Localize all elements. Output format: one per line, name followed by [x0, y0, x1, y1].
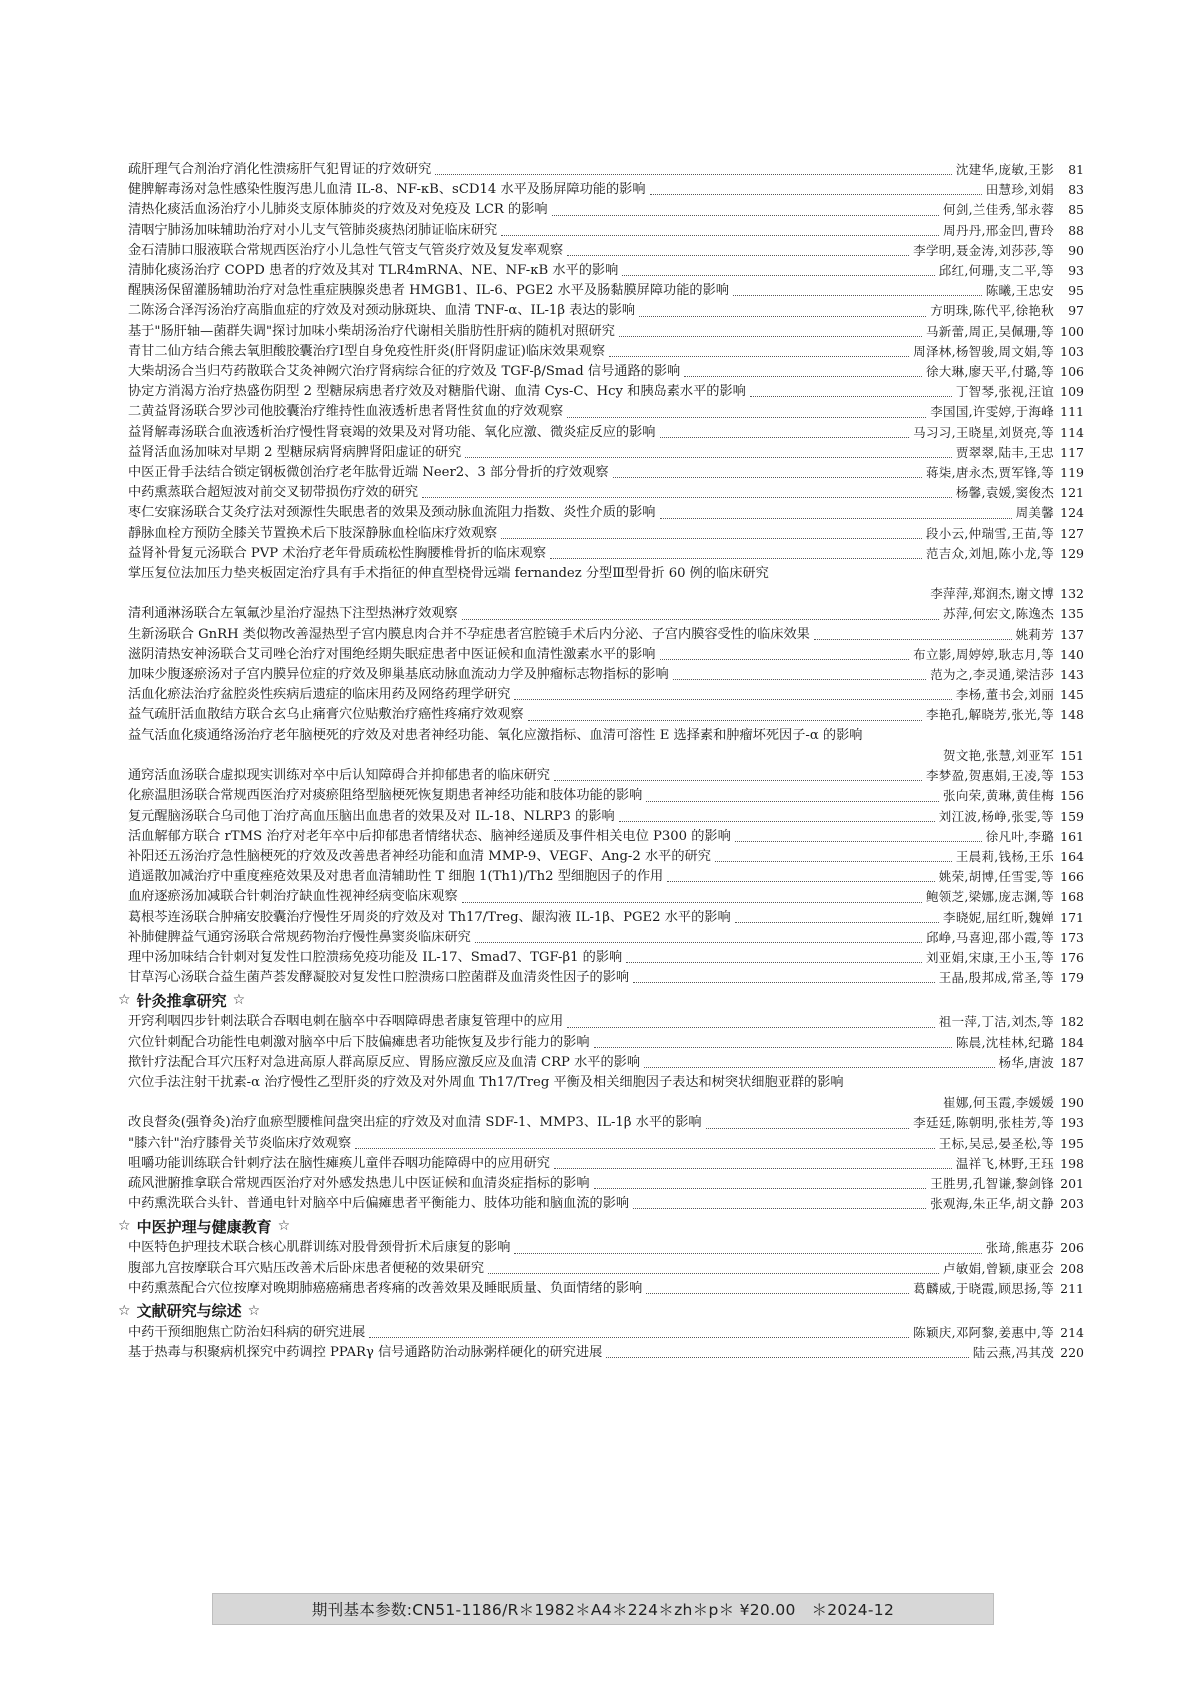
entry-title: 中医特色护理技术联合核心肌群训练对股骨颈骨折术后康复的影响 — [128, 1240, 511, 1256]
leader-dots — [622, 274, 935, 276]
entry-authors: 王晶,殷邦成,常圣,等 — [938, 970, 1054, 986]
toc-entry[interactable] — [128, 625, 1084, 645]
entry-page: 121 — [1060, 485, 1084, 501]
toc-entry[interactable] — [128, 705, 1084, 725]
leader-dots — [514, 1252, 981, 1254]
entry-title: 靜脉血栓方预防全膝关节置换术后下肢深静脉血栓临床疗效观察 — [128, 525, 498, 541]
entry-title: 血府逐瘀汤加减联合针刺治疗缺血性视神经病变临床观察 — [128, 889, 458, 905]
entry-title: 中药熏蒸联合超短波对前交叉韧带损伤疗效的研究 — [128, 485, 419, 501]
leader-dots — [706, 1127, 910, 1129]
star-icon: ☆ — [118, 1302, 131, 1319]
toc-entry[interactable] — [128, 928, 1084, 948]
entry-title: 清咽宁肺汤加味辅助治疗对小儿支气管肺炎痰热闭肺证临床研究 — [128, 222, 498, 238]
toc-entry[interactable] — [128, 1154, 1084, 1174]
leader-dots — [514, 698, 951, 700]
entry-title: 活血化瘀法治疗盆腔炎性疾病后遗症的临床用药及网络药理学研究 — [128, 687, 511, 703]
leader-dots — [644, 1066, 994, 1068]
entry-authors: 张琦,熊惠芬 — [985, 1240, 1054, 1256]
toc-entry[interactable] — [128, 402, 1084, 422]
entry-authors: 李学明,聂金涛,刘莎莎,等 — [913, 242, 1054, 258]
entry-title: 逍遥散加减治疗中重度痤疮效果及对患者血清辅助性 T 细胞 1(Th1)/Th2 型细胞因子的作用 — [128, 869, 664, 885]
entry-authors: 李国国,许雯婷,于海峰 — [930, 404, 1054, 420]
entry-page: 171 — [1060, 909, 1084, 925]
entry-title: 益气活血化痰通络汤治疗老年脑梗死的疗效及对患者神经功能、氧化应激指标、血清可溶性 E 选择素和肿瘤坏死因子-α 的影响 — [128, 727, 863, 743]
entry-page: 159 — [1060, 808, 1084, 824]
entry-page: 193 — [1060, 1115, 1084, 1131]
entry-title: 清利通淋汤联合左氧氟沙星治疗湿热下注型热淋疗效观察 — [128, 606, 458, 622]
leader-dots — [646, 800, 939, 802]
leader-dots — [673, 678, 927, 680]
entry-page: 83 — [1068, 182, 1084, 198]
entry-title: 腹部九宫按摩联合耳穴贴压改善术后卧床患者便秘的效果研究 — [128, 1260, 485, 1276]
star-icon: ☆ — [232, 992, 246, 1009]
toc-entry[interactable] — [128, 180, 1084, 200]
toc-entry[interactable] — [128, 322, 1084, 342]
entry-page: 145 — [1060, 687, 1084, 703]
entry-page: 135 — [1060, 606, 1084, 622]
entry-page: 88 — [1068, 222, 1084, 238]
entry-page: 93 — [1068, 263, 1084, 279]
leader-dots — [735, 840, 982, 842]
entry-authors: 陈曦,王忠安 — [985, 283, 1054, 299]
entry-authors: 徐大琳,廖天平,付璐,等 — [925, 364, 1054, 380]
leader-dots — [528, 719, 922, 721]
toc-entry[interactable] — [128, 1259, 1084, 1279]
entry-page: 164 — [1060, 848, 1084, 864]
entry-title: 疏风泄腑推拿联合常规西医治疗对外感发热患儿中医证候和血清炎症指标的影响 — [128, 1175, 590, 1191]
entry-authors: 李晓妮,屈红昕,魏婵 — [943, 909, 1054, 925]
entry-authors: 李杨,董书会,刘丽 — [955, 687, 1054, 703]
leader-dots — [735, 921, 939, 923]
leader-dots — [465, 456, 952, 458]
entry-title: 大柴胡汤合当归芍药散联合艾灸神阙穴治疗肾病综合征的疗效及 TGF-β/Smad 信号通路的影响 — [128, 364, 681, 380]
leader-dots — [660, 517, 1012, 519]
entry-authors: 陈晨,沈桂林,纪璐 — [955, 1034, 1054, 1050]
section-title: 针灸推拿研究 — [136, 991, 227, 1010]
entry-page: 114 — [1060, 424, 1084, 440]
entry-title: 理中汤加味结合针刺对复发性口腔溃疡免疫功能及 IL-17、Smad7、TGF-β1 的影响 — [128, 949, 623, 965]
entry-page: 206 — [1060, 1240, 1084, 1256]
entry-authors: 刘亚娟,宋康,王小玉,等 — [925, 949, 1054, 965]
entry-authors: 马新蕾,周正,吴佩珊,等 — [925, 323, 1054, 339]
entry-authors: 祖一萍,丁洁,刘杰,等 — [938, 1014, 1054, 1030]
journal-parameters-banner: 期刊基本参数:CN51-1186/R＊1982＊A4＊224＊zh＊p＊ ¥20.00 ＊2024-12 — [212, 1593, 994, 1625]
leader-dots — [639, 315, 926, 317]
entry-page: 187 — [1060, 1054, 1084, 1070]
toc-entry[interactable] — [128, 604, 1084, 624]
entry-page: 190 — [1060, 1095, 1084, 1111]
entry-authors: 周泽林,杨智骏,周文娟,等 — [913, 343, 1054, 359]
entry-page: 85 — [1068, 202, 1084, 218]
entry-title: 青甘二仙方结合熊去氧胆酸胶囊治疗Ⅰ型自身免疫性肝炎(肝肾阴虚证)临床效果观察 — [128, 343, 606, 359]
entry-page: 156 — [1060, 788, 1084, 804]
entry-page: 132 — [1060, 586, 1084, 602]
leader-dots — [715, 860, 952, 862]
entry-page: 176 — [1060, 949, 1084, 965]
leader-dots — [660, 658, 910, 660]
leader-dots — [650, 193, 982, 195]
entry-title: 中药熏蒸配合穴位按摩对晚期肺癌癌痛患者疼痛的改善效果及睡眠质量、负面情绪的影响 — [128, 1280, 643, 1296]
entry-title: 生新汤联合 GnRH 类似物改善湿热型子宫内膜息肉合并不孕症患者宫腔镜手术后内分泌、子宫内膜容受性的临床效果 — [128, 626, 810, 642]
star-icon: ☆ — [277, 1218, 291, 1235]
entry-authors: 卢敏娟,曾颖,康亚会 — [943, 1260, 1054, 1276]
entry-authors: 马习习,王晓星,刘贤亮,等 — [913, 424, 1054, 440]
entry-authors: 布立影,周婷婷,耿志月,等 — [913, 646, 1054, 662]
entry-title: 金石清肺口服液联合常规西医治疗小儿急性气管支气管炎疗效及复发率观察 — [128, 242, 564, 258]
entry-title: 中药熏洗联合头针、普通电针对脑卒中后偏瘫患者平衡能力、肢体功能和脑血流的影响 — [128, 1196, 630, 1212]
entry-title: 滋阴清热安神汤联合艾司唑仑治疗对围绝经期失眠症患者中医证候和血清性激素水平的影响 — [128, 646, 656, 662]
entry-authors: 杨馨,袁媛,窦俊杰 — [955, 485, 1054, 501]
toc-entry[interactable] — [128, 645, 1084, 665]
entry-title: 甘草泻心汤联合益生菌芦荟发酵凝胶对复发性口腔溃疡口腔菌群及血清炎性因子的影响 — [128, 970, 630, 986]
entry-title: "膝六针"治疗膝骨关节炎临床疗效观察 — [128, 1135, 352, 1151]
toc-entry[interactable] — [128, 382, 1084, 402]
entry-page: 208 — [1060, 1260, 1084, 1276]
entry-page: 97 — [1068, 303, 1084, 319]
entry-authors: 邱红,何珊,支二平,等 — [938, 263, 1054, 279]
entry-authors: 沈建华,庞敏,王影 — [955, 162, 1054, 177]
toc-entry[interactable] — [128, 887, 1084, 907]
leader-dots — [567, 1026, 935, 1028]
entry-title: 改良督灸(强脊灸)治疗血瘀型腰椎间盘突出症的疗效及对血清 SDF-1、MMP3、IL-1β 水平的影响 — [128, 1115, 702, 1131]
entry-authors: 李廷廷,陈朝明,张桂芳,等 — [913, 1115, 1054, 1131]
entry-title: 复元醒脑汤联合乌司他丁治疗高血压脑出血患者的效果及对 IL-18、NLRP3 的影响 — [128, 808, 615, 824]
entry-authors: 方明珠,陈代平,徐艳秋 — [930, 303, 1054, 319]
entry-page: 173 — [1060, 929, 1084, 945]
toc-entry[interactable] — [128, 241, 1084, 261]
entry-authors: 周丹丹,邢金凹,曹玲 — [943, 222, 1054, 238]
toc-entry[interactable] — [128, 463, 1084, 483]
entry-title: 清热化痰活血汤治疗小儿肺炎支原体肺炎的疗效及对免疫及 LCR 的影响 — [128, 202, 548, 218]
toc-entry[interactable] — [128, 665, 1084, 685]
leader-dots — [554, 779, 922, 781]
toc-entry[interactable] — [128, 1174, 1084, 1194]
leader-dots — [609, 355, 909, 357]
entry-title: 揿针疗法配合耳穴压籽对急进高原人群高原反应、胃肠应激反应及血清 CRP 水平的影响 — [128, 1054, 641, 1070]
entry-title: 补肺健脾益气通窍汤联合常规药物治疗慢性鼻窦炎临床研究 — [128, 929, 471, 945]
entry-title: 益肾解毒汤联合血液透析治疗慢性肾衰竭的效果及对肾功能、氧化应激、微炎症反应的影响 — [128, 424, 656, 440]
entry-title: 咀嚼功能训练联合针刺疗法在脑性瘫痪儿童伴吞咽功能障碍中的应用研究 — [128, 1155, 550, 1171]
entry-authors: 陆云燕,冯其茂 — [972, 1345, 1054, 1361]
leader-dots — [633, 981, 935, 983]
leader-dots — [462, 901, 922, 903]
toc-entry[interactable] — [128, 503, 1084, 523]
toc-entry[interactable] — [128, 807, 1084, 827]
entry-page: 201 — [1060, 1175, 1084, 1191]
toc-entry[interactable] — [128, 261, 1084, 281]
entry-page: 203 — [1060, 1196, 1084, 1212]
leader-dots — [626, 961, 922, 963]
leader-dots — [613, 476, 922, 478]
section-heading-acupuncture — [112, 988, 1084, 1012]
leader-dots — [501, 537, 922, 539]
table-of-contents — [118, 160, 1084, 1363]
leader-dots — [475, 941, 922, 943]
entry-page: 198 — [1060, 1155, 1084, 1171]
entry-authors: 周美馨 — [1015, 505, 1054, 521]
entry-authors: 邱峥,马喜迎,邵小霞,等 — [925, 929, 1054, 945]
toc-entry[interactable] — [128, 1279, 1084, 1299]
entry-authors: 田慧珍,刘娟 — [985, 182, 1054, 198]
leader-dots — [660, 436, 910, 438]
entry-authors: 崔娜,何玉霞,李媛媛 — [943, 1095, 1054, 1111]
entry-authors: 范吉众,刘旭,陈小龙,等 — [925, 545, 1054, 561]
entry-title: 穴位针刺配合功能性电刺激对脑卒中后下肢偏瘫患者功能恢复及步行能力的影响 — [128, 1034, 590, 1050]
leader-dots — [435, 173, 952, 175]
leader-dots — [369, 1336, 909, 1338]
toc-entry[interactable] — [128, 948, 1084, 968]
entry-authors: 葛麟威,于晓霞,顾思扬,等 — [913, 1280, 1054, 1296]
leader-dots — [633, 1207, 926, 1209]
toc-entry[interactable] — [128, 968, 1084, 988]
entry-page: 195 — [1060, 1135, 1084, 1151]
entry-page: 151 — [1060, 747, 1084, 763]
entry-authors: 张向荣,黄琳,黄佳梅 — [943, 788, 1054, 804]
entry-authors: 贾翠翠,陆丰,王忠 — [955, 444, 1054, 460]
entry-authors: 张观海,朱正华,胡文静 — [930, 1196, 1054, 1212]
entry-page: 168 — [1060, 889, 1084, 905]
leader-dots — [594, 1187, 927, 1189]
entry-page: 143 — [1060, 667, 1084, 683]
entry-page: 109 — [1060, 384, 1084, 400]
toc-entry[interactable] — [128, 544, 1084, 564]
toc-entry[interactable] — [128, 1238, 1084, 1258]
entry-title: 二陈汤合泽泻汤治疗高脂血症的疗效及对颈动脉斑块、血清 TNF-α、IL-1β 表达的影响 — [128, 303, 636, 319]
toc-entry[interactable] — [128, 281, 1084, 301]
leader-dots — [550, 557, 922, 559]
star-icon: ☆ — [118, 992, 131, 1009]
toc-entry[interactable] — [128, 1033, 1084, 1053]
toc-entry[interactable] — [128, 1343, 1084, 1363]
section-heading-nursing — [112, 1214, 1084, 1238]
entry-page: 117 — [1060, 444, 1084, 460]
star-icon: ☆ — [247, 1302, 261, 1319]
entry-title: 穴位手法注射干扰素-α 治疗慢性乙型肝炎的疗效及对外周血 Th17/Treg 平衡及相关细胞因子表达和树突状细胞亚群的影响 — [128, 1074, 844, 1090]
toc-entry[interactable] — [128, 160, 1084, 180]
entry-page: 140 — [1060, 646, 1084, 662]
entry-title: 疏肝理气合剂治疗消化性溃疡肝气犯胃证的疗效研究 — [128, 162, 432, 177]
toc-entry[interactable] — [128, 827, 1084, 847]
entry-page: 111 — [1060, 404, 1084, 420]
leader-dots — [554, 1167, 952, 1169]
leader-dots — [422, 496, 952, 498]
entry-authors: 王胜男,孔智谦,黎剑锋 — [930, 1175, 1054, 1191]
entry-title: 清肺化痰汤治疗 COPD 患者的疗效及其对 TLR4mRNA、NE、NF-κB 水平的影响 — [128, 263, 619, 279]
entry-title: 益肾补骨复元汤联合 PVP 术治疗老年骨质疏松性胸腰椎骨折的临床观察 — [128, 545, 547, 561]
entry-title: 通窍活血汤联合虚拟现实训练对卒中后认知障碍合并抑郁患者的临床研究 — [128, 768, 550, 784]
toc-entry[interactable] — [128, 1134, 1084, 1154]
entry-authors: 段小云,仲瑞雪,王苗,等 — [925, 525, 1054, 541]
toc-entry[interactable] — [128, 564, 1084, 604]
toc-entry[interactable] — [128, 362, 1084, 382]
leader-dots — [355, 1147, 935, 1149]
entry-page: 184 — [1060, 1034, 1084, 1050]
leader-dots — [619, 335, 922, 337]
toc-entry[interactable] — [128, 766, 1084, 786]
entry-title: 健脾解毒汤对急性感染性腹泻患儿血清 IL-8、NF-κB、sCD14 水平及肠屏障功能的影响 — [128, 182, 646, 198]
leader-dots — [567, 254, 909, 256]
toc-entry[interactable] — [128, 1194, 1084, 1214]
entry-title: 二黄益肾汤联合罗沙司他胶囊治疗维持性血液透析患者肾性贫血的疗效观察 — [128, 404, 564, 420]
leader-dots — [606, 1356, 969, 1358]
toc-entry[interactable] — [128, 847, 1084, 867]
entry-page: 90 — [1068, 242, 1084, 258]
entry-title: 基于热毒与积聚病机探究中药调控 PPARγ 信号通路防治动脉粥样硬化的研究进展 — [128, 1345, 603, 1361]
entry-authors: 何剑,兰佳秀,邹永蓉 — [943, 202, 1054, 218]
entry-page: 103 — [1060, 343, 1084, 359]
entry-authors: 徐凡叶,李璐 — [985, 828, 1054, 844]
entry-authors: 贺文艳,张慧,刘亚军 — [943, 747, 1054, 763]
entry-title: 中药干预细胞焦亡防治妇科病的研究进展 — [128, 1324, 366, 1340]
entry-page: 148 — [1060, 707, 1084, 723]
entry-page: 182 — [1060, 1014, 1084, 1030]
leader-dots — [733, 294, 982, 296]
toc-entry[interactable] — [128, 1012, 1084, 1032]
toc-entry[interactable] — [128, 301, 1084, 321]
leader-dots — [667, 880, 935, 882]
toc-entry[interactable] — [128, 726, 1084, 766]
entry-page: 137 — [1060, 626, 1084, 642]
entry-page: 100 — [1060, 323, 1084, 339]
leader-dots — [814, 638, 1012, 640]
entry-page: 119 — [1060, 465, 1084, 481]
toc-entry[interactable] — [128, 342, 1084, 362]
entry-authors: 王晨莉,钱杨,王乐 — [955, 848, 1054, 864]
entry-page: 220 — [1060, 1345, 1084, 1361]
entry-page: 95 — [1068, 283, 1084, 299]
entry-page: 166 — [1060, 869, 1084, 885]
entry-title: 枣仁安寐汤联合艾灸疗法对颈源性失眠患者的效果及颈动脉血流阻力指数、炎性介质的影响 — [128, 505, 656, 521]
leader-dots — [501, 234, 939, 236]
entry-title: 补阳还五汤治疗急性脑梗死的疗效及改善患者神经功能和血清 MMP-9、VEGF、Ang-2 水平的研究 — [128, 848, 711, 864]
entry-authors: 王标,吴忌,晏圣松,等 — [938, 1135, 1054, 1151]
star-icon: ☆ — [118, 1218, 131, 1235]
entry-title: 葛根芩连汤联合肿痛安胶囊治疗慢性牙周炎的疗效及对 Th17/Treg、龈沟液 IL-1β、PGE2 水平的影响 — [128, 909, 731, 925]
entry-title: 开窍利咽四步针刺法联合吞咽电刺在脑卒中吞咽障碍患者康复管理中的应用 — [128, 1014, 564, 1030]
entry-authors: 温祥飞,林野,王珏 — [955, 1155, 1054, 1171]
toc-entry[interactable] — [128, 867, 1084, 887]
entry-authors: 李艳孔,解晓芳,张光,等 — [925, 707, 1054, 723]
toc-entry[interactable] — [128, 1113, 1084, 1133]
leader-dots — [619, 820, 935, 822]
entry-title: 协定方消渴方治疗热盛伤阴型 2 型糖尿病患者疗效及对糖脂代谢、血清 Cys-C、Hcy 和胰岛素水平的影响 — [128, 384, 746, 400]
leader-dots — [750, 395, 952, 397]
leader-dots — [594, 1046, 952, 1048]
entry-authors: 范为之,李灵通,梁洁莎 — [930, 667, 1054, 683]
entry-page: 211 — [1060, 1280, 1084, 1296]
entry-authors: 丁智琴,张视,汪谊 — [955, 384, 1054, 400]
toc-entry[interactable] — [128, 908, 1084, 928]
leader-dots — [462, 618, 939, 620]
toc-entry[interactable] — [128, 786, 1084, 806]
entry-page: 106 — [1060, 364, 1084, 380]
leader-dots — [488, 1272, 939, 1274]
entry-authors: 苏萍,何宏文,陈逸杰 — [943, 606, 1054, 622]
leader-dots — [684, 375, 922, 377]
entry-authors: 李梦盈,贺惠娟,王凌,等 — [925, 768, 1054, 784]
toc-entry[interactable] — [128, 200, 1084, 220]
entry-title: 化瘀温胆汤联合常规西医治疗对痰瘀阻络型脑梗死恢复期患者神经功能和肢体功能的影响 — [128, 788, 643, 804]
entry-title: 益气疏肝活血散结方联合玄乌止痛膏穴位贴敷治疗癌性疼痛疗效观察 — [128, 707, 524, 723]
entry-title: 醒胰汤保留灌肠辅助治疗对急性重症胰腺炎患者 HMGB1、IL-6、PGE2 水平及肠黏膜屏障功能的影响 — [128, 283, 729, 299]
entry-page: 129 — [1060, 545, 1084, 561]
leader-dots — [552, 214, 939, 216]
section-title: 文献研究与综述 — [136, 1302, 242, 1321]
section-heading-literature — [112, 1299, 1084, 1323]
entry-authors: 刘江波,杨峥,张雯,等 — [938, 808, 1054, 824]
entry-title: 益肾活血汤加味对早期 2 型糖尿病肾病脾肾阳虚证的研究 — [128, 444, 462, 460]
entry-title: 中医正骨手法结合锁定钢板微创治疗老年肱骨近端 Neer2、3 部分骨折的疗效观察 — [128, 465, 609, 481]
entry-page: 127 — [1060, 525, 1084, 541]
leader-dots — [646, 1292, 909, 1294]
entry-authors: 陈颖庆,邓阿黎,姜惠中,等 — [913, 1324, 1054, 1340]
entry-page: 179 — [1060, 970, 1084, 986]
entry-page: 124 — [1060, 505, 1084, 521]
toc-entry[interactable] — [128, 483, 1084, 503]
leader-dots — [567, 416, 926, 418]
entry-title: 加味少腹逐瘀汤对子宫内膜异位症的疗效及卵巢基底动脉血流动力学及肿瘤标志物指标的影响 — [128, 667, 669, 683]
entry-authors: 蒋柒,唐永杰,贾军锋,等 — [925, 465, 1054, 481]
toc-entry[interactable] — [128, 1323, 1084, 1343]
toc-entry[interactable] — [128, 443, 1084, 463]
entry-authors: 杨华,唐波 — [998, 1054, 1054, 1070]
entry-page: 153 — [1060, 768, 1084, 784]
entry-page: 214 — [1060, 1324, 1084, 1340]
toc-entry[interactable] — [128, 221, 1084, 241]
entry-authors: 鲍领芝,梁娜,庞志渊,等 — [925, 889, 1054, 905]
entry-authors: 李萍萍,郑润杰,谢文博 — [930, 586, 1054, 602]
entry-authors: 姚莉芳 — [1015, 626, 1054, 642]
entry-title: 掌压复位法加压力垫夹板固定治疗具有手术指征的伸直型桡骨远端 fernandez 分型Ⅲ型骨折 60 例的临床研究 — [128, 566, 769, 582]
entry-authors: 姚荣,胡博,任雪雯,等 — [938, 869, 1054, 885]
toc-entry[interactable] — [128, 1073, 1084, 1113]
section-title: 中医护理与健康教育 — [136, 1217, 272, 1236]
entry-page: 81 — [1068, 162, 1084, 177]
toc-entry[interactable] — [128, 423, 1084, 443]
entry-page: 161 — [1060, 828, 1084, 844]
entry-title: 活血解郁方联合 rTMS 治疗对老年卒中后抑郁患者情绪状态、脑神经递质及事件相关电位 P300 的影响 — [128, 828, 731, 844]
toc-entry[interactable] — [128, 685, 1084, 705]
toc-entry[interactable] — [128, 1053, 1084, 1073]
entry-title: 基于"肠肝轴—菌群失调"探讨加味小柴胡汤治疗代谢相关脂肪性肝病的随机对照研究 — [128, 323, 615, 339]
toc-entry[interactable] — [128, 524, 1084, 544]
